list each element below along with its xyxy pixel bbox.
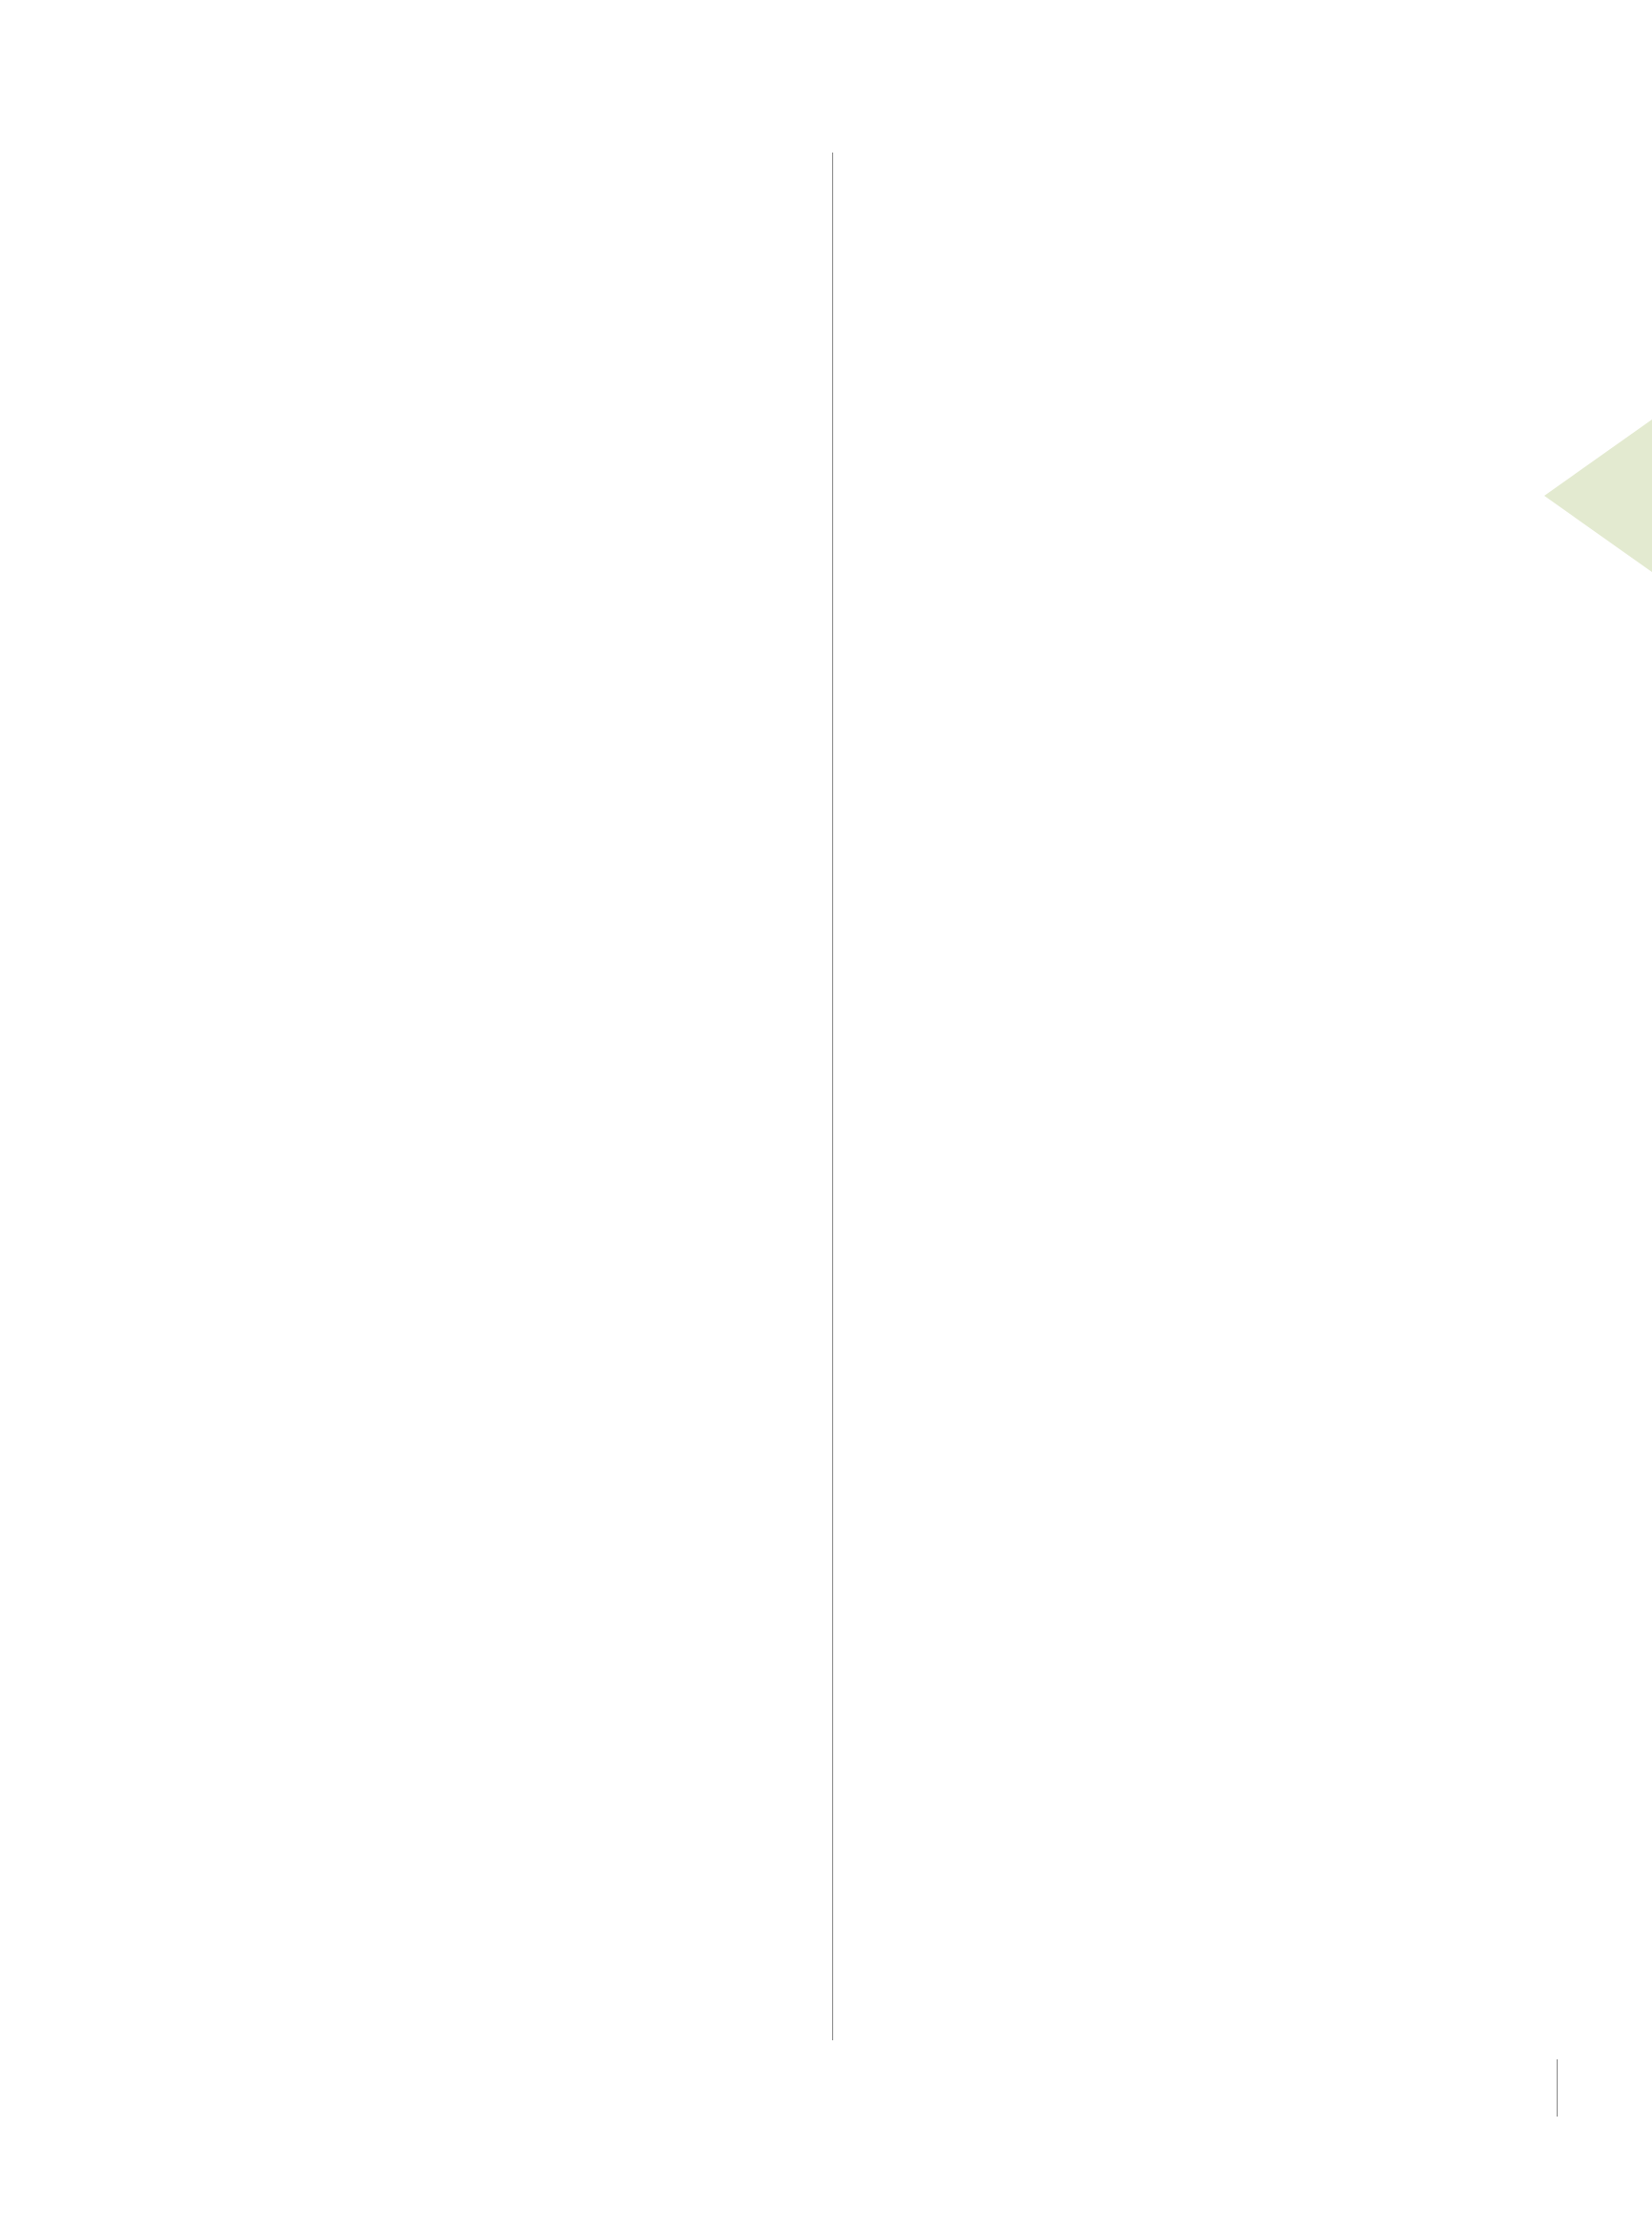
footer-rule xyxy=(1557,2059,1558,2117)
chapter-tab xyxy=(1544,419,1652,572)
column-divider xyxy=(832,153,833,2040)
